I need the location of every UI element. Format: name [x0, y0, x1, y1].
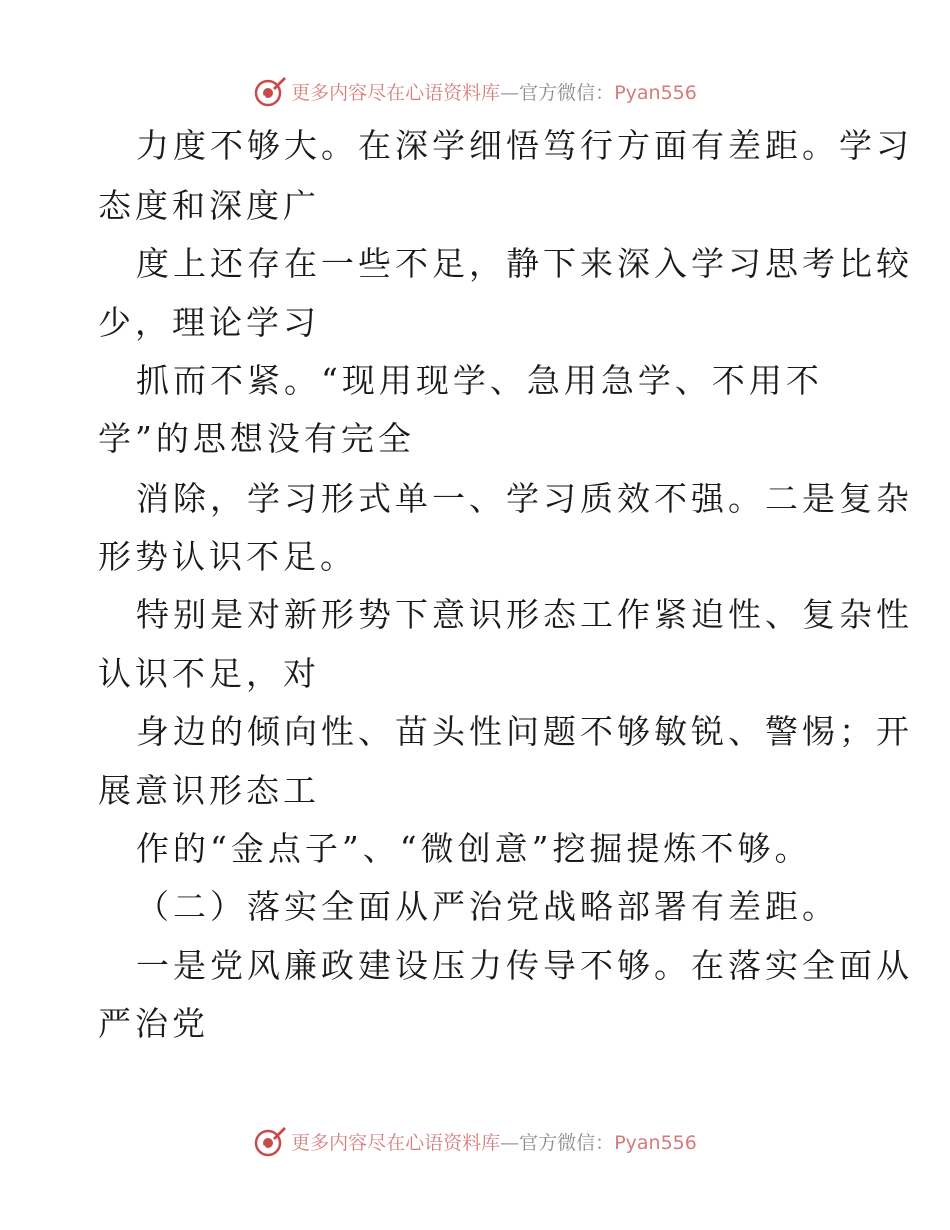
watermark-dash: —: [500, 81, 520, 104]
text-line: 展意识形态工: [98, 771, 320, 810]
text-line: 学”的思想没有完全: [98, 419, 415, 458]
watermark-site-text: 更多内容尽在心语资料库: [291, 81, 501, 104]
text-line: 抓而不紧。“现用现学、急用急学、不用不: [136, 361, 823, 400]
header-watermark: [0, 71, 950, 111]
text-line: 特别是对新形势下意识形态工作紧迫性、复杂性: [136, 595, 913, 634]
text-line: 一是党风廉政建设压力传导不够。在落实全面从: [136, 946, 913, 985]
text-line: 态度和深度广: [98, 186, 320, 225]
text-line: 严治党: [98, 1004, 209, 1043]
pen-logo-icon: [253, 74, 287, 108]
text-line: 作的“金点子”、“微创意”挖掘提炼不够。: [136, 829, 812, 868]
pen-logo-icon: [253, 1124, 287, 1158]
watermark-label: 官方微信：: [519, 81, 615, 104]
text-line: 形势认识不足。: [98, 537, 357, 576]
watermark-dash: —: [500, 1131, 520, 1154]
watermark-label: 官方微信：: [519, 1131, 615, 1154]
text-line: 消除，学习形式单一、学习质效不强。二是复杂: [136, 479, 913, 518]
text-line: 力度不够大。在深学细悟笃行方面有差距。学习: [136, 126, 913, 165]
watermark-wechat-id: Pyan556: [614, 1131, 697, 1154]
watermark-wechat-id: Pyan556: [614, 81, 697, 104]
text-line: 度上还存在一些不足，静下来深入学习思考比较: [136, 244, 913, 283]
text-line: （二）落实全面从严治党战略部署有差距。: [136, 887, 839, 926]
text-line: 少，理论学习: [98, 303, 320, 342]
text-line: 认识不足，对: [98, 654, 320, 693]
watermark-site-text: 更多内容尽在心语资料库: [291, 1131, 501, 1154]
footer-watermark: [0, 1121, 950, 1161]
text-line: 身边的倾向性、苗头性问题不够敏锐、警惕；开: [136, 712, 913, 751]
